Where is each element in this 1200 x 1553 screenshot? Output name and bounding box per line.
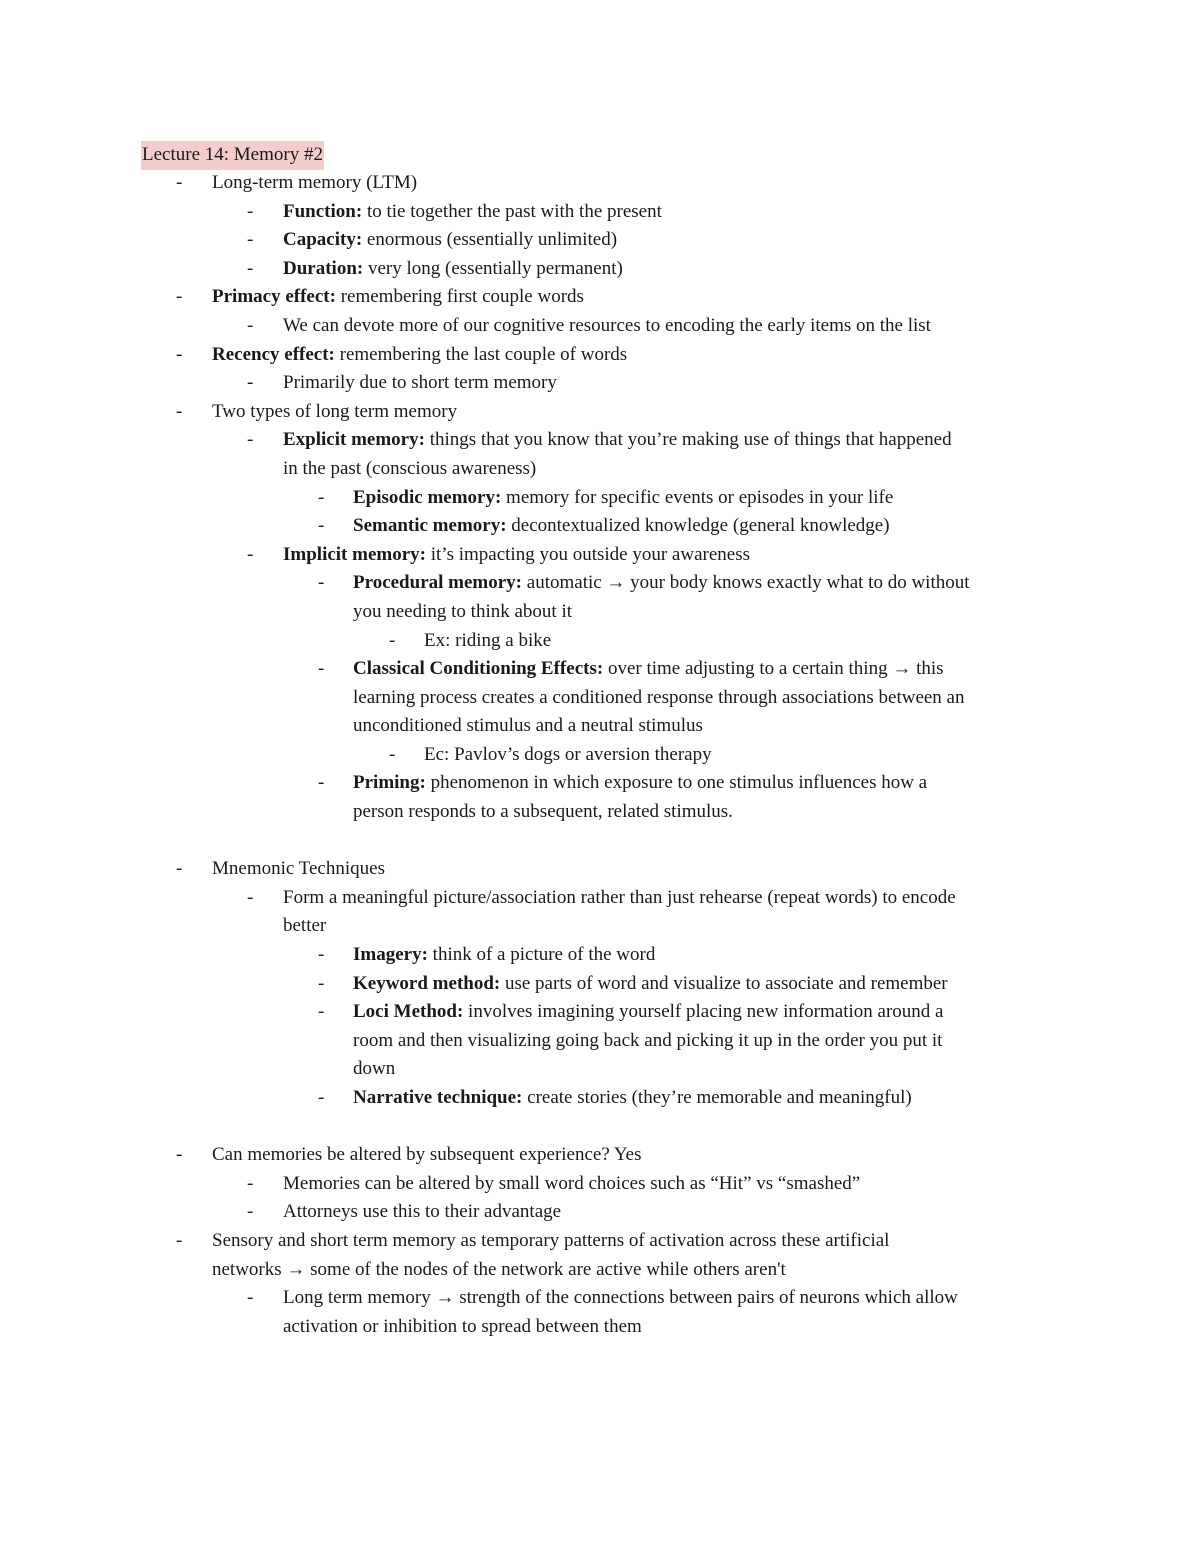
bullet-dash: - [389,743,396,765]
item-text: remembering first couple words [335,286,584,308]
term-label: Classical Conditioning Effects: [353,658,604,680]
item-text: enormous (essentially unlimited) [362,229,618,251]
list-item [0,569,1200,598]
bullet-dash: - [176,858,183,880]
list-item [0,598,1200,627]
list-item [0,455,1200,484]
blank-line [0,827,1200,856]
bullet-dash: - [176,343,183,365]
bullet-dash: - [318,1001,325,1023]
list-item [0,655,1200,684]
list-item [0,1141,1200,1170]
list-item [0,1256,1200,1285]
list-item [0,541,1200,570]
item-text: phenomenon in which exposure to one stimulus influences how a [425,772,928,794]
item-text: memory for specific events or episodes in your life [501,486,894,508]
term-label: Semantic memory: [353,515,507,537]
item-text: automatic → your body knows exactly what to do without [522,572,970,594]
bullet-dash: - [318,944,325,966]
item-text: We can devote more of our cognitive resources to encoding the early items on the list [283,314,931,336]
list-item [0,684,1200,713]
list-item [0,283,1200,312]
list-item [0,912,1200,941]
bullet-dash: - [247,429,254,451]
list-item-text [283,369,557,398]
list-item-text [283,312,931,341]
term-label: Primacy effect: [212,286,336,308]
list-item-text [353,712,703,741]
item-text: things that you know that you’re making use of things that happened [424,429,952,451]
list-item-text [212,169,417,198]
item-text: Sensory and short term memory as temporary patterns of activation across these artificial [212,1229,890,1251]
bullet-dash: - [318,486,325,508]
list-item [0,1227,1200,1256]
list-item-text [283,1170,860,1199]
list-item [0,169,1200,198]
list-item-text [353,1027,942,1056]
item-text: Can memories be altered by subsequent experience? Yes [212,1144,642,1166]
list-item-text [353,1084,912,1113]
list-item-text [353,512,890,541]
list-item [0,1284,1200,1313]
list-item-text [353,798,733,827]
item-text: to tie together the past with the present [362,200,662,222]
term-label: Keyword method: [353,972,501,994]
list-item-text [353,684,965,713]
list-item [0,627,1200,656]
page-title: Lecture 14: Memory #2 [141,141,324,170]
list-item [0,369,1200,398]
list-item-text [283,226,617,255]
item-text: learning process creates a conditioned response through associations between an [353,686,965,708]
bullet-dash: - [389,629,396,651]
item-text: Ec: Pavlov’s dogs or aversion therapy [424,743,712,765]
item-text: Two types of long term memory [212,400,458,422]
list-item-text [212,855,385,884]
term-label: Capacity: [283,229,363,251]
bullet-dash: - [247,200,254,222]
list-item [0,712,1200,741]
list-item-text [283,426,952,455]
item-text: Attorneys use this to their advantage [283,1201,562,1223]
term-label: Recency effect: [212,343,335,365]
list-item [0,998,1200,1027]
bullet-dash: - [247,1201,254,1223]
list-item-text [424,741,712,770]
list-item-text [283,541,750,570]
list-item [0,198,1200,227]
bullet-dash: - [247,314,254,336]
list-item [0,426,1200,455]
item-text: unconditioned stimulus and a neutral stimulus [353,715,703,737]
item-text: Ex: riding a bike [424,629,552,651]
bullet-dash: - [176,400,183,422]
bullet-dash: - [247,1287,254,1309]
item-text: very long (essentially permanent) [363,257,623,279]
list-item-text [283,198,662,227]
notes-list [0,169,1200,1341]
list-item-text [212,1141,641,1170]
list-item [0,255,1200,284]
list-item [0,941,1200,970]
list-item-text [353,998,943,1027]
list-item [0,741,1200,770]
list-item [0,798,1200,827]
item-text: better [283,915,327,937]
item-text: think of a picture of the word [427,944,656,966]
list-item-text [212,398,457,427]
list-item-text [212,1256,786,1285]
bullet-dash: - [176,172,183,193]
list-item [0,769,1200,798]
list-item-text [353,1055,395,1084]
list-item [0,341,1200,370]
bullet-dash: - [247,886,254,908]
item-text: activation or inhibition to spread between them [283,1315,642,1337]
bullet-dash: - [318,772,325,794]
blank-line [0,1113,1200,1142]
term-label: Narrative technique: [353,1087,523,1108]
bullet-dash: - [318,572,325,594]
term-label: Imagery: [353,944,428,966]
bullet-dash: - [318,972,325,994]
list-item-text [283,1313,642,1342]
item-text: create stories (they’re memorable and meaningful) [522,1087,912,1108]
list-item-text [283,912,326,941]
item-text: you needing to think about it [353,600,573,622]
list-item-text [353,598,572,627]
list-item-text [283,1198,561,1227]
list-item-text [353,941,655,970]
list-item-text [212,283,584,312]
item-text: over time adjusting to a certain thing → this [603,658,944,680]
list-item-text [353,769,927,798]
list-item [0,855,1200,884]
list-item [0,1170,1200,1199]
term-label: Duration: [283,257,364,279]
list-item-text [353,970,948,999]
term-label: Function: [283,200,363,222]
term-label: Episodic memory: [353,486,502,508]
item-text: networks → some of the nodes of the network are active while others aren't [212,1258,786,1280]
item-text: Form a meaningful picture/association rather than just rehearse (repeat words) to encode [283,886,956,908]
term-label: Priming: [353,772,426,794]
list-item [0,312,1200,341]
list-item-text [283,884,956,913]
term-label: Procedural memory: [353,572,523,594]
list-item [0,1055,1200,1084]
bullet-dash: - [247,1172,254,1194]
bullet-dash: - [247,372,254,394]
item-text: use parts of word and visualize to associate and remember [500,972,948,994]
term-label: Explicit memory: [283,429,425,451]
list-item-text [283,255,623,284]
list-item-text [212,1227,889,1256]
item-text: Long-term memory (LTM) [212,172,418,193]
list-item-text [353,569,970,598]
list-item [0,398,1200,427]
bullet-dash: - [247,257,254,279]
list-item-text [212,341,627,370]
term-label: Loci Method: [353,1001,464,1023]
list-item-text [283,455,536,484]
list-item-text [353,484,893,513]
list-item-text [424,627,551,656]
term-label: Implicit memory: [283,543,426,565]
bullet-dash: - [247,229,254,251]
item-text: Memories can be altered by small word choices such as “Hit” vs “smashed” [283,1172,861,1194]
item-text: Primarily due to short term memory [283,372,557,394]
item-text: room and then visualizing going back and picking it up in the order you put it [353,1029,943,1051]
bullet-dash: - [318,658,325,680]
list-item [0,226,1200,255]
item-text: remembering the last couple of words [334,343,628,365]
bullet-dash: - [247,543,254,565]
item-text: involves imagining yourself placing new information around a [463,1001,944,1023]
bullet-dash: - [318,515,325,537]
bullet-dash: - [318,1087,325,1108]
list-item [0,1027,1200,1056]
bullet-dash: - [176,286,183,308]
list-item-text [283,1284,958,1313]
list-item [0,1198,1200,1227]
list-item [0,512,1200,541]
item-text: down [353,1058,396,1080]
item-text: decontextualized knowledge (general knowledge) [506,515,890,537]
list-item [0,1084,1200,1113]
item-text: Long term memory → strength of the connections between pairs of neurons which allow [283,1287,958,1309]
list-item [0,970,1200,999]
item-text: person responds to a subsequent, related stimulus. [353,801,733,823]
list-item [0,484,1200,513]
list-item [0,884,1200,913]
item-text: Mnemonic Techniques [212,858,385,880]
list-item-text [353,655,944,684]
bullet-dash: - [176,1229,183,1251]
item-text: in the past (conscious awareness) [283,457,537,479]
item-text: it’s impacting you outside your awareness [425,543,750,565]
bullet-dash: - [176,1144,183,1166]
list-item [0,1313,1200,1342]
